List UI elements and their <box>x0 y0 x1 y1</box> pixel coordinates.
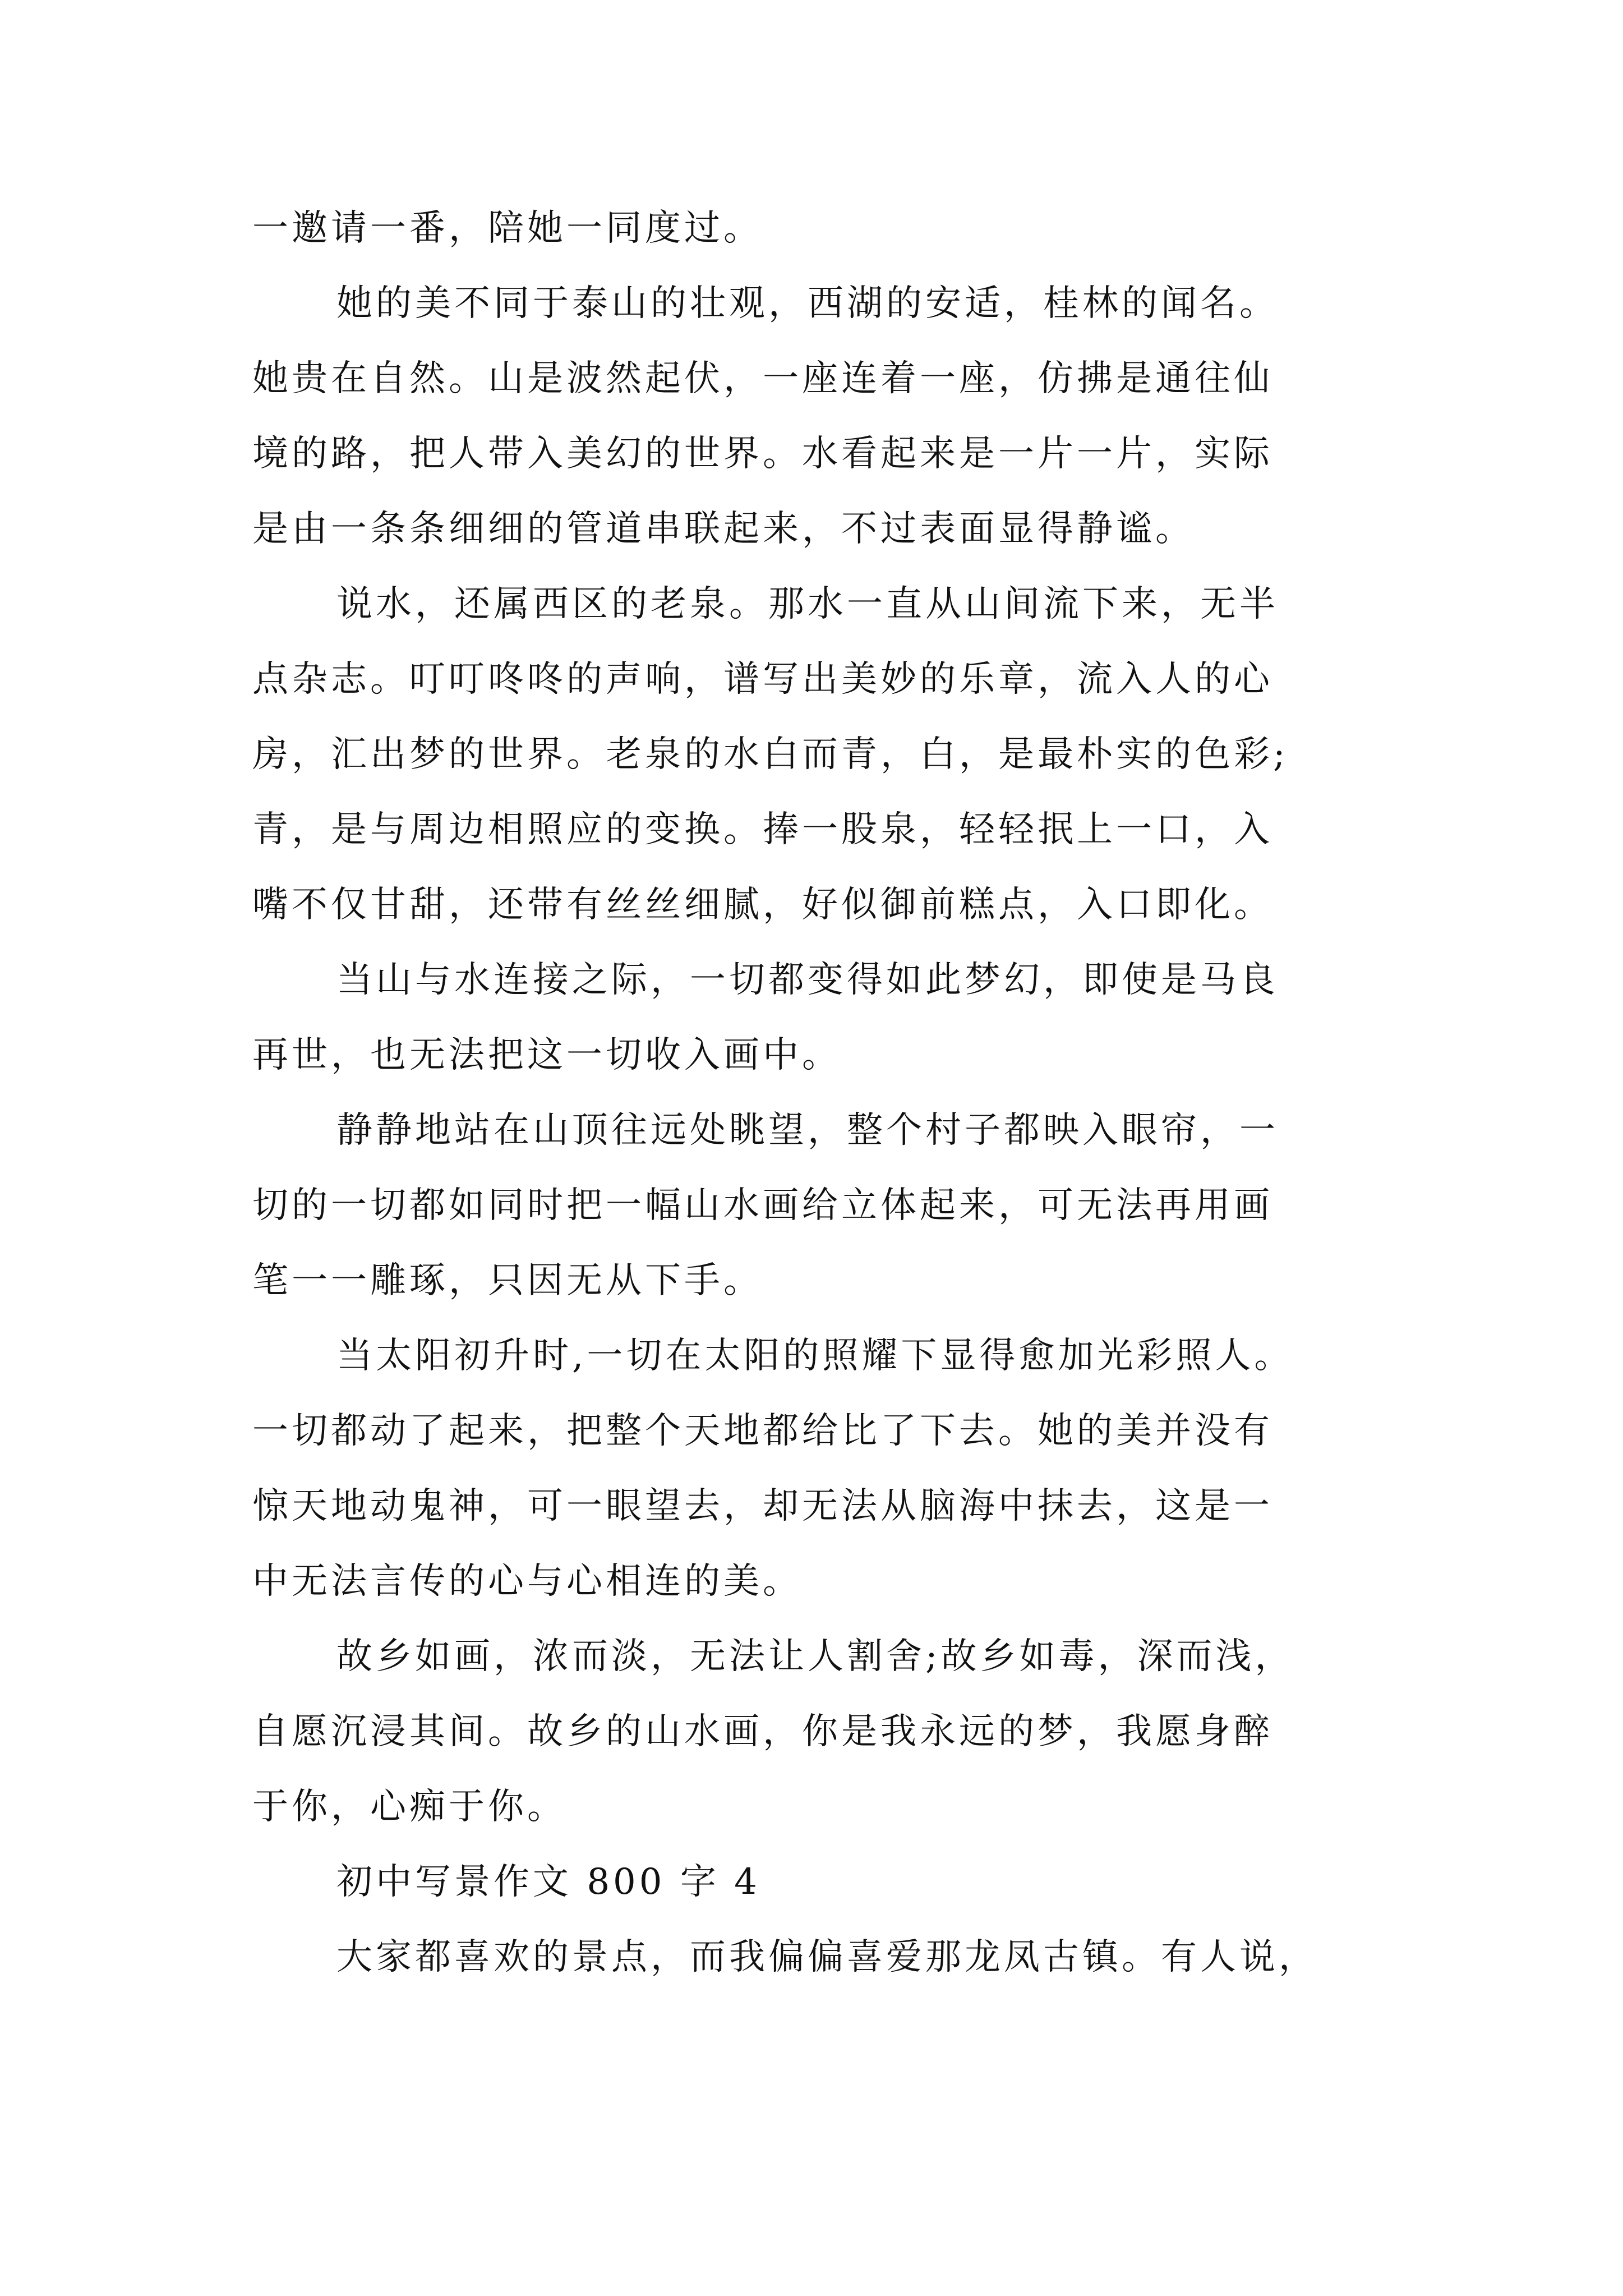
text-line: 一邀请一番，陪她一同度过。 <box>252 208 763 249</box>
paragraph-start-line: 她的美不同于泰山的壮观，西湖的安适，桂林的闻名。 <box>336 283 1279 324</box>
paragraph-start-line: 当太阳初升时,一切在太阳的照耀下显得愈加光彩照人。 <box>336 1335 1294 1377</box>
paragraph-start-line: 故乡如画，浓而淡，无法让人割舍;故乡如毒，深而浅， <box>336 1636 1294 1677</box>
text-line: 笔一一雕琢，只因无从下手。 <box>252 1260 763 1301</box>
paragraph-start-line: 大家都喜欢的景点，而我偏偏喜爱那龙凤古镇。有人说， <box>336 1936 1318 1978</box>
text-line: 中无法言传的心与心相连的美。 <box>252 1561 802 1602</box>
text-line: 惊天地动鬼神，可一眼望去，却无法从脑海中抹去，这是一 <box>252 1485 1273 1527</box>
paragraph-start-line: 当山与水连接之际，一切都变得如此梦幻，即使是马良 <box>336 959 1279 1001</box>
paragraph-start-line: 静静地站在山顶往远处眺望，整个村子都映入眼帘，一 <box>336 1110 1279 1151</box>
paragraph-start-line: 说水，还属西区的老泉。那水一直从山间流下来，无半 <box>336 583 1279 625</box>
text-line: 切的一切都如同时把一幅山水画给立体起来，可无法再用画 <box>252 1185 1273 1226</box>
section-heading: 初中写景作文 800 字 4 <box>336 1861 760 1903</box>
text-line: 境的路，把人带入美幻的世界。水看起来是一片一片，实际 <box>252 433 1273 475</box>
text-line: 房，汇出梦的世界。老泉的水白而青，白，是最朴实的色彩; <box>252 734 1289 775</box>
text-line: 于你，心痴于你。 <box>252 1786 566 1828</box>
text-line: 一切都动了起来，把整个天地都给比了下去。她的美并没有 <box>252 1410 1273 1452</box>
text-line: 再世，也无法把这一切收入画中。 <box>252 1034 841 1076</box>
text-line: 她贵在自然。山是波然起伏，一座连着一座，仿拂是通往仙 <box>252 358 1273 399</box>
text-line: 自愿沉浸其间。故乡的山水画，你是我永远的梦，我愿身醉 <box>252 1711 1273 1752</box>
document-body <box>252 191 1430 1995</box>
text-line: 青，是与周边相照应的变换。捧一股泉，轻轻抿上一口，入 <box>252 809 1273 850</box>
text-line: 点杂志。叮叮咚咚的声响，谱写出美妙的乐章，流入人的心 <box>252 659 1273 700</box>
text-line: 是由一条条细细的管道串联起来，不过表面显得静谧。 <box>252 508 1195 550</box>
text-line: 嘴不仅甘甜，还带有丝丝细腻，好似御前糕点，入口即化。 <box>252 884 1273 926</box>
